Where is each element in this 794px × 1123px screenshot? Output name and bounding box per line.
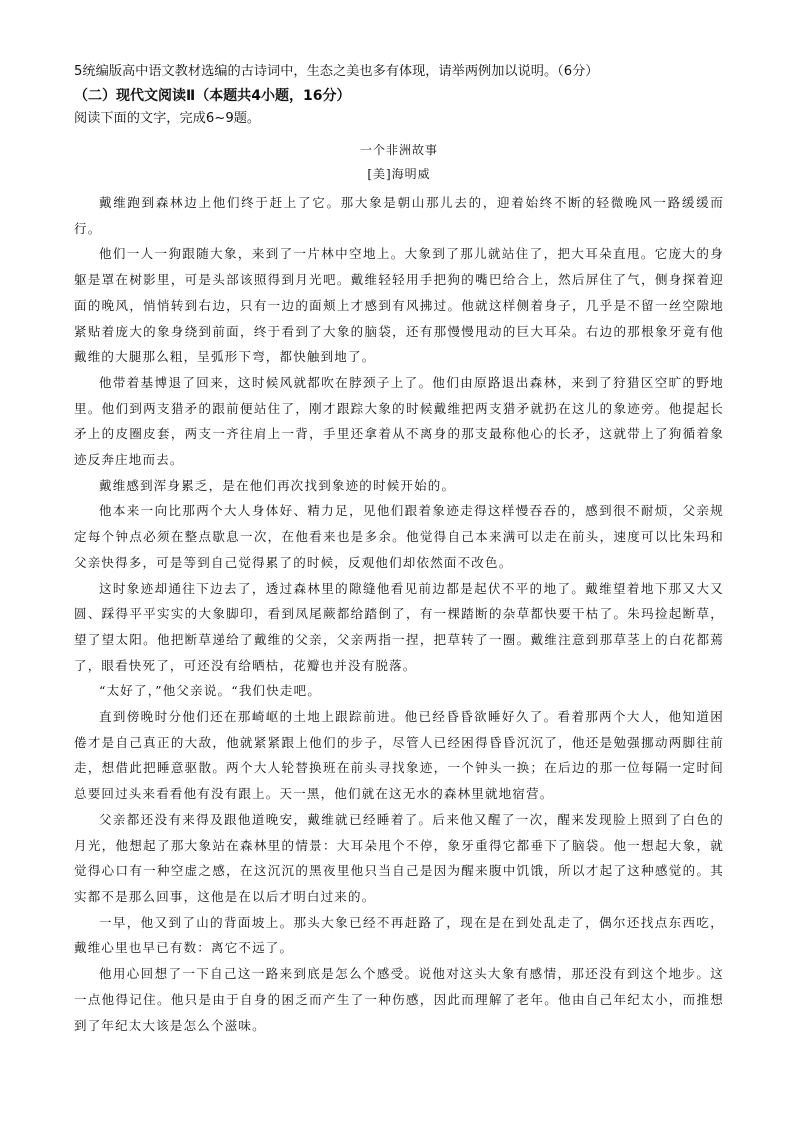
question-5: 5统编版高中语文教材选编的古诗词中，生态之美也多有体现，请举两例加以说明。（6分） xyxy=(74,64,599,79)
story-paragraph: 他们一人一狗跟随大象，来到了一片林中空地上。大象到了那儿就站住了，把大耳朵直甩。它庞大的身躯是罩在树影里，可是头部该照得到月光吧。戴维轻轻用手把狗的嘴巴给合上，然后屏住了气，侧身探着迎面的晚风，悄悄转到右边，只有一边的面颊上才感到有风拂过。他就这样侧着身子，几乎是不留一丝空隙地紧贴着庞大的象身绕到前面，终于看到了大象的脑袋，还有那慢慢甩动的巨大耳朵。右边的那根象牙竟有他戴维的大腿那么粗，呈弧形下弯，都快触到地了。 xyxy=(74,246,724,365)
story-paragraph: 这时象迹却通往下边去了，透过森林里的隙缝他看见前边都是起伏不平的地了。戴维望着地下那又大又圆、踩得平平实实的大象脚印，看到凤尾蕨都给踏倒了，有一棵踏断的杂草都快要干枯了。朱玛捡起断草，望了望太阳。他把断草递给了戴维的父亲，父亲两指一捏，把草转了一圈。戴维注意到那草茎上的白花都蔫了，眼看快死了，可还没有给晒枯，花瓣也并没有脱落。 xyxy=(74,580,724,673)
story-author: [美]海明威 xyxy=(367,167,431,181)
story-title: 一个非洲故事 xyxy=(359,143,438,157)
story-paragraph: 直到傍晚时分他们还在那崎岖的土地上跟踪前进。他已经昏昏欲睡好久了。看着那两个大人，他知道困倦才是自己真正的大敌，他就紧紧跟上他们的步子，尽管人已经困得昏昏沉沉了，他还是勉强挪动两脚往前走，想借此把睡意驱散。两个大人轮替换班在前头寻找象迹，一个钟头一换；在后边的那一位每隔一定时间总要回过头来看看他有没有跟上。天一黑，他们就在这无水的森林里就地宿营。 xyxy=(74,709,724,802)
story-body xyxy=(74,190,724,1038)
exam-page xyxy=(74,62,724,1038)
story-paragraph: 他带着基博退了回来，这时候风就都吹在脖颈子上了。他们由原路退出森林，来到了狩猎区空旷的野地里。他们到两支猎矛的跟前便站住了，刚才跟踪大象的时候戴维把两支猎矛就扔在这儿的象迹旁。他提起长矛上的皮圈皮套，两支一齐往肩上一背，手里还拿着从不离身的那支最称他心的长矛，这就带上了狗循着象迹反奔庄地而去。 xyxy=(74,374,724,468)
story-paragraph: 他用心回想了一下自己这一路来到底是怎么个感受。说他对这头大象有感情，那还没有到这个地步。这一点他得记住。他只是由于自身的困乏而产生了一种伤感，因此而理解了老年。他由自己年纪太小，而推想到了年纪太大该是怎么个滋味。 xyxy=(74,966,724,1033)
story-paragraph: 戴维跑到森林边上他们终于赶上了它。那大象是朝山那儿去的，迎着始终不断的轻微晚风一路缓缓而行。 xyxy=(74,195,724,236)
story-paragraph: “太好了，”他父亲说。“我们快走吧。 xyxy=(99,683,322,699)
story-paragraph: 一早，他又到了山的背面坡上。那头大象已经不再赶路了，现在是在到处乱走了，偶尔还找点东西吃，戴维心里也早已有数：离它不远了。 xyxy=(74,914,724,956)
story-paragraph: 他本来一向比那两个大人身体好、精力足，见他们跟着象迹走得这样慢吞吞的，感到很不耐烦，父亲规定每个钟点必须在整点歇息一次，在他看来也是多余。他觉得自己本来满可以走在前头，速度可以比朱玛和父亲快得多，可是等到自己觉得累了的时候，反观他们却依然面不改色。 xyxy=(74,503,724,570)
story-paragraph: 戴维感到浑身累乏，是在他们再次找到象迹的时候开始的。 xyxy=(99,477,456,493)
story-paragraph: 父亲都还没有来得及跟他道晚安，戴维就已经睡着了。后来他又醒了一次，醒来发现脸上照到了白色的月光，他想起了那大象站在森林里的情景：大耳朵甩个不停，象牙重得它都垂下了脑袋。他一想起大象，就觉得心口有一种空虚之感，在这沉沉的黑夜里他只当自己是因为醒来腹中饥饿，所以才起了这种感觉的。其实都不是那么回事，这他是在以后才明白过来的。 xyxy=(74,811,724,904)
reading-instruction: 阅读下面的文字，完成6~9题。 xyxy=(74,111,261,126)
section-title: （二）现代文阅读Ⅱ（本题共4小题，16分） xyxy=(74,88,351,104)
